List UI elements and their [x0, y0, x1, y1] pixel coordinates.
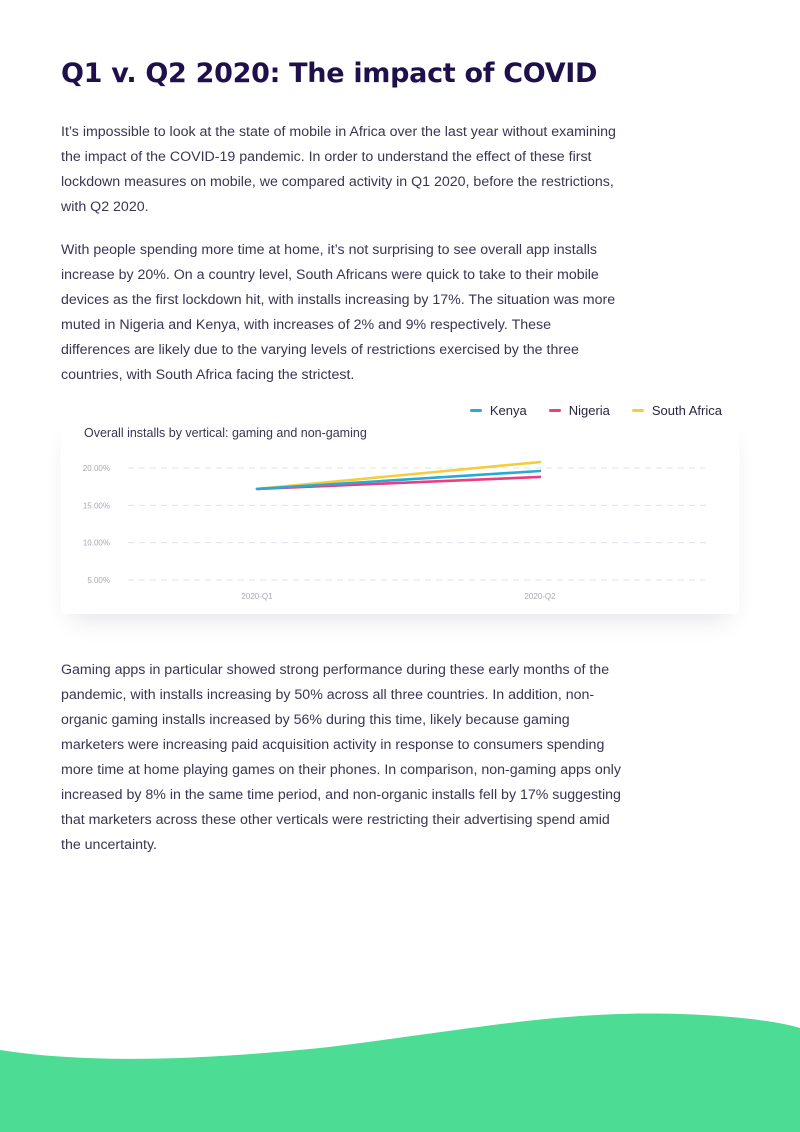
legend-label-south-africa: South Africa — [651, 403, 722, 418]
installs-paragraph: With people spending more time at home, it’s not surprising to see overall app installs increase by 20%. On a country level, South Africans were quick to take to their mobile devices as the first lockdown hit, with installs increasing by 17%. The situation was more muted in Nigeria and Kenya, with increases of 2% and 9% respectively. These differences are likely due to the varying levels of restrictions exercised by the three countries, with South Africa facing the strictest. — [61, 242, 616, 383]
x-tick-label: 2020-Q1 — [241, 592, 273, 601]
chart-card — [61, 418, 739, 614]
legend-item-kenya — [470, 403, 527, 418]
decorative-wave — [0, 1000, 800, 1132]
legend-swatch-kenya — [470, 409, 482, 412]
y-tick-label: 10.00% — [82, 538, 110, 548]
legend-swatch-south-africa — [632, 409, 644, 412]
legend-label-nigeria: Nigeria — [568, 403, 610, 418]
y-tick-label: 20.00% — [82, 464, 110, 473]
intro-paragraph: It’s impossible to look at the state of mobile in Africa over the last year without examining the impact of the COVID-19 pandemic. In order to understand the effect of these first lockdown measures on mobile, we compared activity in Q1 2020, before the restrictions, with Q2 2020. — [61, 124, 616, 215]
x-tick-label: 2020-Q2 — [524, 592, 556, 601]
y-tick-label: 5.00% — [87, 576, 110, 585]
legend-item-nigeria — [549, 403, 610, 418]
gaming-paragraph: Gaming apps in particular showed strong performance during these early months of the pandemic, with installs increasing by 50% across all three countries. In addition, non-organic gaming installs increased by 56% during this time, likely because gaming marketers were increasing paid acquisition activity in response to consumers spending more time at home playing games on their phones. In comparison, non-gaming apps only increased by 8% in the same time period, and non-organic installs fell by 17% suggesting that marketers across these other verticals were restricting their advertising spend amid the uncertainty. — [61, 662, 621, 853]
chart-title: Overall installs by vertical: gaming and non-gaming — [84, 426, 367, 440]
page-title: Q1 v. Q2 2020: The impact of COVID — [61, 58, 598, 89]
legend-swatch-nigeria — [549, 409, 561, 412]
y-tick-label: 15.00% — [82, 501, 110, 511]
legend-label-kenya: Kenya — [489, 403, 527, 418]
legend-item-south-africa — [632, 403, 722, 418]
chart-legend — [470, 403, 722, 418]
